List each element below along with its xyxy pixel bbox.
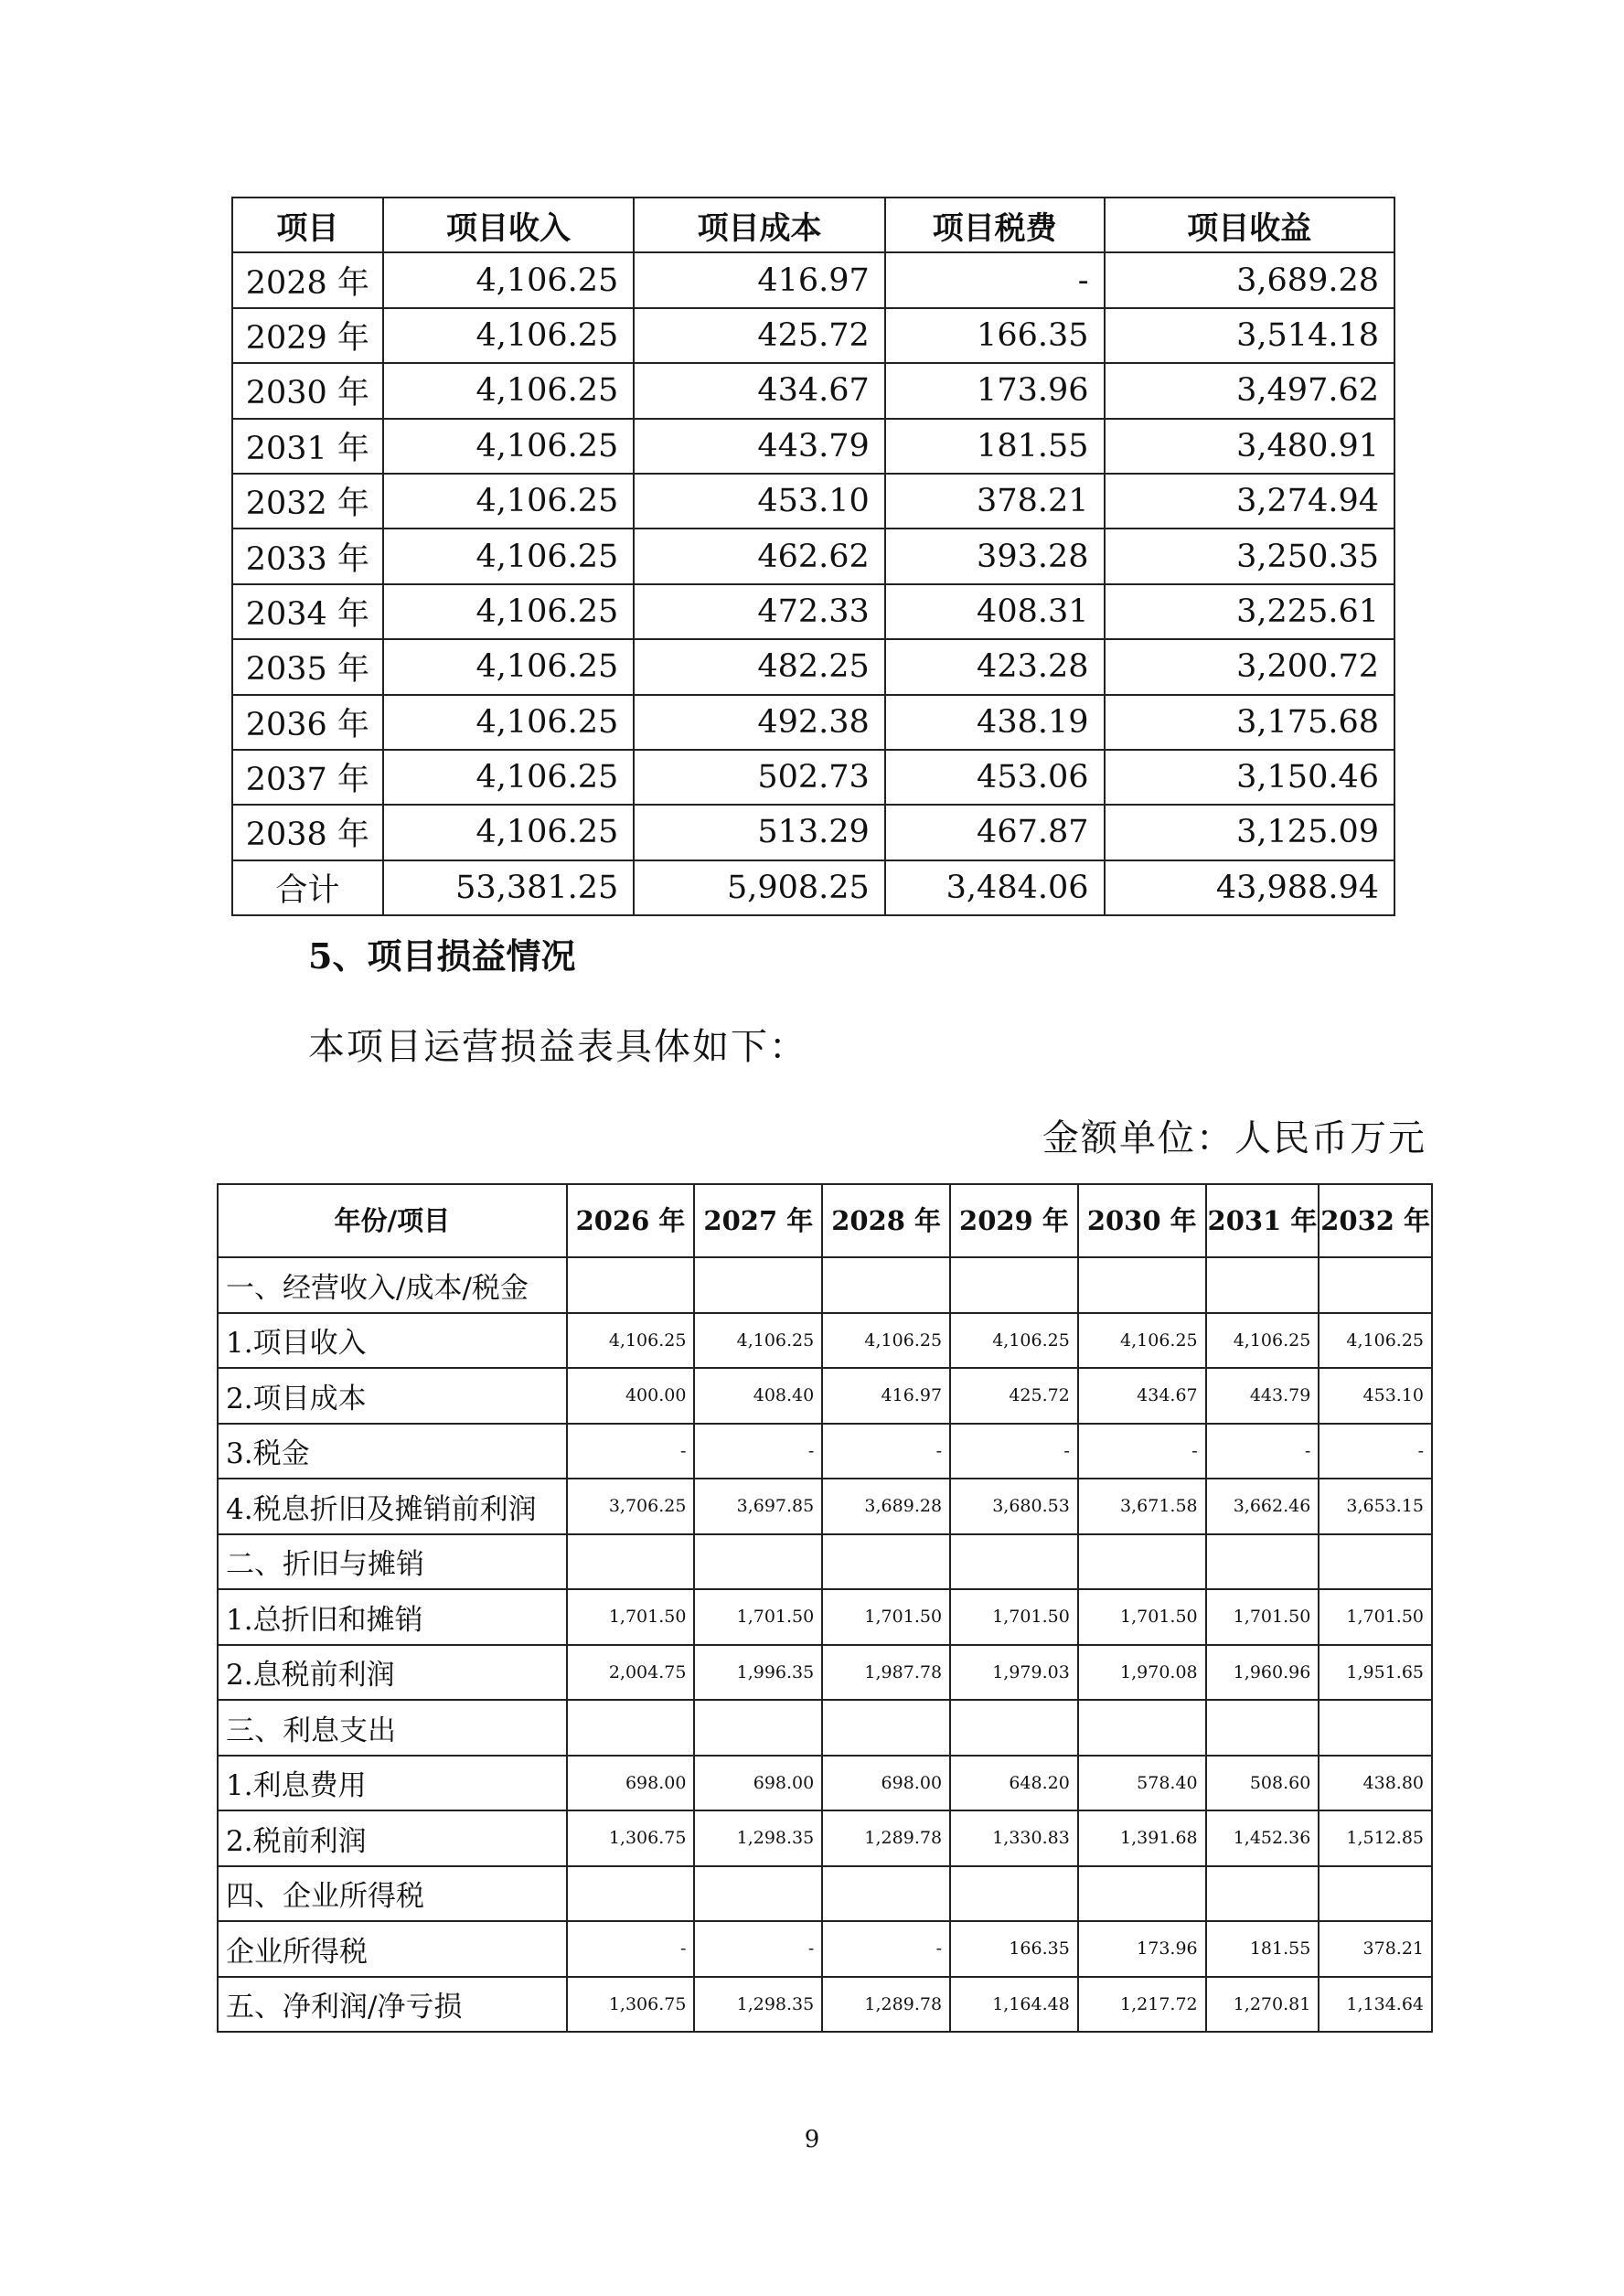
table-row [232,639,1394,694]
table-cell [567,1866,695,1922]
row-label: 2.税前利润 [218,1810,567,1866]
table-cell: 1,217.72 [1078,1977,1206,2033]
table-cell: 4,106.25 [567,1313,695,1369]
row-label: 2.项目成本 [218,1368,567,1424]
table-cell [567,1700,695,1756]
table-cell: 1,996.35 [694,1645,822,1701]
table-cell: 1,306.75 [567,1977,695,2033]
table-cell: 416.97 [634,252,885,307]
table-cell [822,1700,950,1756]
table-cell [950,1257,1078,1313]
table-cell: - [885,252,1105,307]
table-cell: 1,701.50 [822,1589,950,1645]
column-header: 项目收益 [1105,198,1394,252]
table-cell: 472.33 [634,584,885,639]
column-header: 2030 年 [1078,1184,1206,1257]
table-cell: 4,106.25 [383,695,635,750]
table-cell: 4,106.25 [950,1313,1078,1369]
table-cell: 400.00 [567,1368,695,1424]
column-header: 2027 年 [694,1184,822,1257]
table-cell: 453.10 [1319,1368,1432,1424]
table-cell: 453.10 [634,474,885,529]
table-cell: 462.62 [634,529,885,583]
table-cell [694,1866,822,1922]
table-cell: 1,452.36 [1206,1810,1320,1866]
table-cell: 3,680.53 [950,1479,1078,1534]
table-cell: 4,106.25 [383,805,635,860]
table-cell: 1,298.35 [694,1810,822,1866]
table-row [218,1424,1432,1479]
table-row [232,860,1394,915]
table-cell: 3,689.28 [1105,252,1394,307]
table-cell: 3,200.72 [1105,639,1394,694]
profit-loss-table [217,1183,1433,2033]
table-row [218,1479,1432,1534]
table-cell: - [822,1921,950,1977]
table-cell: 467.87 [885,805,1105,860]
section-heading: 5、项目损益情况 [308,935,576,977]
row-label: 2036 年 [232,695,383,750]
table-cell: 482.25 [634,639,885,694]
table-cell [1206,1700,1320,1756]
row-label: 1.总折旧和摊销 [218,1589,567,1645]
table-cell: 438.19 [885,695,1105,750]
table-cell [822,1257,950,1313]
row-label: 2032 年 [232,474,383,529]
table-cell: 1,391.68 [1078,1810,1206,1866]
table-cell: 3,671.58 [1078,1479,1206,1534]
table-cell [1319,1866,1432,1922]
table-row [232,750,1394,805]
currency-unit-note: 金额单位：人民币万元 [1042,1117,1426,1159]
table-cell: 508.60 [1206,1756,1320,1811]
table-cell: 1,951.65 [1319,1645,1432,1701]
table-cell: 3,480.91 [1105,419,1394,474]
table-row [218,1589,1432,1645]
column-header: 项目成本 [634,198,885,252]
table-cell [694,1257,822,1313]
table-cell: 1,979.03 [950,1645,1078,1701]
table-cell: 3,125.09 [1105,805,1394,860]
table-cell [950,1866,1078,1922]
table-row [232,584,1394,639]
table-cell: 4,106.25 [383,529,635,583]
table-cell: 425.72 [950,1368,1078,1424]
table-cell: 2,004.75 [567,1645,695,1701]
table-cell: 3,662.46 [1206,1479,1320,1534]
table-header-row [218,1184,1432,1257]
table-cell: 513.29 [634,805,885,860]
row-label: 1.项目收入 [218,1313,567,1369]
table-cell: 443.79 [634,419,885,474]
table-cell: - [567,1424,695,1479]
table-cell: 648.20 [950,1756,1078,1811]
table-cell: 1,306.75 [567,1810,695,1866]
table-header-row [232,198,1394,252]
table-cell: 443.79 [1206,1368,1320,1424]
table-cell: 4,106.25 [383,363,635,418]
table-cell: 1,701.50 [567,1589,695,1645]
table-cell [1206,1534,1320,1590]
table-cell: - [694,1921,822,1977]
table-cell: 181.55 [885,419,1105,474]
table-cell: 578.40 [1078,1756,1206,1811]
table-cell: 1,987.78 [822,1645,950,1701]
table-cell: 1,701.50 [1206,1589,1320,1645]
table-cell: 1,270.81 [1206,1977,1320,2033]
table-cell [822,1866,950,1922]
table-cell [1078,1866,1206,1922]
intro-paragraph: 本项目运营损益表具体如下： [308,1026,807,1068]
table-cell: - [1078,1424,1206,1479]
table-cell: 166.35 [950,1921,1078,1977]
row-label: 2033 年 [232,529,383,583]
table-cell: 408.31 [885,584,1105,639]
table-cell: - [822,1424,950,1479]
table-cell: 4,106.25 [822,1313,950,1369]
table-row [218,1368,1432,1424]
table-cell [1078,1534,1206,1590]
table-cell [1078,1257,1206,1313]
table-cell: 4,106.25 [383,474,635,529]
table-cell: 453.06 [885,750,1105,805]
column-header: 项目税费 [885,198,1105,252]
row-label: 一、经营收入/成本/税金 [218,1257,567,1313]
table-row [218,1977,1432,2033]
table-cell: 1,970.08 [1078,1645,1206,1701]
table-cell [567,1257,695,1313]
table-cell: 4,106.25 [383,308,635,363]
row-label: 2030 年 [232,363,383,418]
row-label: 五、净利润/净亏损 [218,1977,567,2033]
table-cell [694,1534,822,1590]
table-cell: - [694,1424,822,1479]
table-cell: 3,653.15 [1319,1479,1432,1534]
table-cell: 4,106.25 [383,750,635,805]
table-cell: 416.97 [822,1368,950,1424]
table-cell [1206,1257,1320,1313]
table-cell: 1,960.96 [1206,1645,1320,1701]
table-row [232,252,1394,307]
table-cell: 3,225.61 [1105,584,1394,639]
table-cell: 438.80 [1319,1756,1432,1811]
table-cell: 423.28 [885,639,1105,694]
table-cell: 434.67 [634,363,885,418]
row-label: 1.利息费用 [218,1756,567,1811]
table-cell: 3,697.85 [694,1479,822,1534]
row-label: 企业所得税 [218,1921,567,1977]
table-cell: 3,150.46 [1105,750,1394,805]
table-cell: 1,701.50 [950,1589,1078,1645]
column-header: 项目收入 [383,198,635,252]
table-cell: - [1206,1424,1320,1479]
table-cell: 5,908.25 [634,860,885,915]
table-cell: 1,512.85 [1319,1810,1432,1866]
table-cell: 378.21 [1319,1921,1432,1977]
table-row [232,308,1394,363]
table-row [232,805,1394,860]
table-cell: - [567,1921,695,1977]
table-cell: 166.35 [885,308,1105,363]
table-cell [822,1534,950,1590]
table-cell: 4,106.25 [1078,1313,1206,1369]
row-label: 2034 年 [232,584,383,639]
table-row [218,1534,1432,1590]
table-cell: 1,701.50 [1078,1589,1206,1645]
table-cell: 492.38 [634,695,885,750]
table-row [232,695,1394,750]
table-cell: 4,106.25 [694,1313,822,1369]
row-label: 2.息税前利润 [218,1645,567,1701]
table-cell: 393.28 [885,529,1105,583]
table-cell: 173.96 [1078,1921,1206,1977]
table-cell: - [1319,1424,1432,1479]
table-cell [694,1700,822,1756]
row-label: 3.税金 [218,1424,567,1479]
table-cell: 4,106.25 [383,639,635,694]
table-cell: 698.00 [567,1756,695,1811]
column-header: 项目 [232,198,383,252]
table-row [232,419,1394,474]
column-header: 2031 年 [1206,1184,1320,1257]
table-cell: 3,175.68 [1105,695,1394,750]
table-cell: 1,289.78 [822,1810,950,1866]
column-header: 2026 年 [567,1184,695,1257]
table-cell: 4,106.25 [383,419,635,474]
table-cell: 4,106.25 [383,252,635,307]
table-cell [950,1534,1078,1590]
table-cell: 3,514.18 [1105,308,1394,363]
row-label: 2037 年 [232,750,383,805]
table-cell: 408.40 [694,1368,822,1424]
table-cell: 378.21 [885,474,1105,529]
table-cell: 502.73 [634,750,885,805]
table-row [218,1700,1432,1756]
table-cell: 3,250.35 [1105,529,1394,583]
table-cell [1319,1257,1432,1313]
column-header: 年份/项目 [218,1184,567,1257]
table-row [218,1257,1432,1313]
table-cell: 3,706.25 [567,1479,695,1534]
table-cell: 1,330.83 [950,1810,1078,1866]
table-cell: 173.96 [885,363,1105,418]
table-cell: 3,274.94 [1105,474,1394,529]
table-row [232,474,1394,529]
row-label: 2028 年 [232,252,383,307]
table-cell: 1,298.35 [694,1977,822,2033]
table-cell: 425.72 [634,308,885,363]
table-cell: 181.55 [1206,1921,1320,1977]
table-cell [1319,1534,1432,1590]
table-cell [567,1534,695,1590]
column-header: 2032 年 [1319,1184,1432,1257]
table-cell: 1,701.50 [694,1589,822,1645]
table-row [218,1313,1432,1369]
column-header: 2028 年 [822,1184,950,1257]
table-cell [950,1700,1078,1756]
table-cell: 3,484.06 [885,860,1105,915]
table-cell [1206,1866,1320,1922]
row-label: 合计 [232,860,383,915]
row-label: 2029 年 [232,308,383,363]
table-cell: 1,164.48 [950,1977,1078,2033]
table-cell: 4,106.25 [1206,1313,1320,1369]
table-cell: 4,106.25 [383,584,635,639]
table-cell: 1,701.50 [1319,1589,1432,1645]
table-cell: 53,381.25 [383,860,635,915]
row-label: 三、利息支出 [218,1700,567,1756]
table-cell: 1,289.78 [822,1977,950,2033]
table-cell: 434.67 [1078,1368,1206,1424]
row-label: 2038 年 [232,805,383,860]
table-row [232,529,1394,583]
table-cell: 3,689.28 [822,1479,950,1534]
table-cell: 3,497.62 [1105,363,1394,418]
table-cell: 698.00 [822,1756,950,1811]
row-label: 2031 年 [232,419,383,474]
table-cell: 4,106.25 [1319,1313,1432,1369]
table-row [232,363,1394,418]
table-cell: 1,134.64 [1319,1977,1432,2033]
page-number: 9 [804,2126,820,2153]
row-label: 2035 年 [232,639,383,694]
table-row [218,1866,1432,1922]
table-cell: 43,988.94 [1105,860,1394,915]
table-cell: - [950,1424,1078,1479]
row-label: 二、折旧与摊销 [218,1534,567,1590]
table-row [218,1921,1432,1977]
table-cell [1319,1700,1432,1756]
table-row [218,1756,1432,1811]
row-label: 四、企业所得税 [218,1866,567,1922]
column-header: 2029 年 [950,1184,1078,1257]
table-row [218,1810,1432,1866]
table-row [218,1645,1432,1701]
row-label: 4.税息折旧及摊销前利润 [218,1479,567,1534]
table-cell: 698.00 [694,1756,822,1811]
project-revenue-table [231,197,1395,916]
table-cell [1078,1700,1206,1756]
